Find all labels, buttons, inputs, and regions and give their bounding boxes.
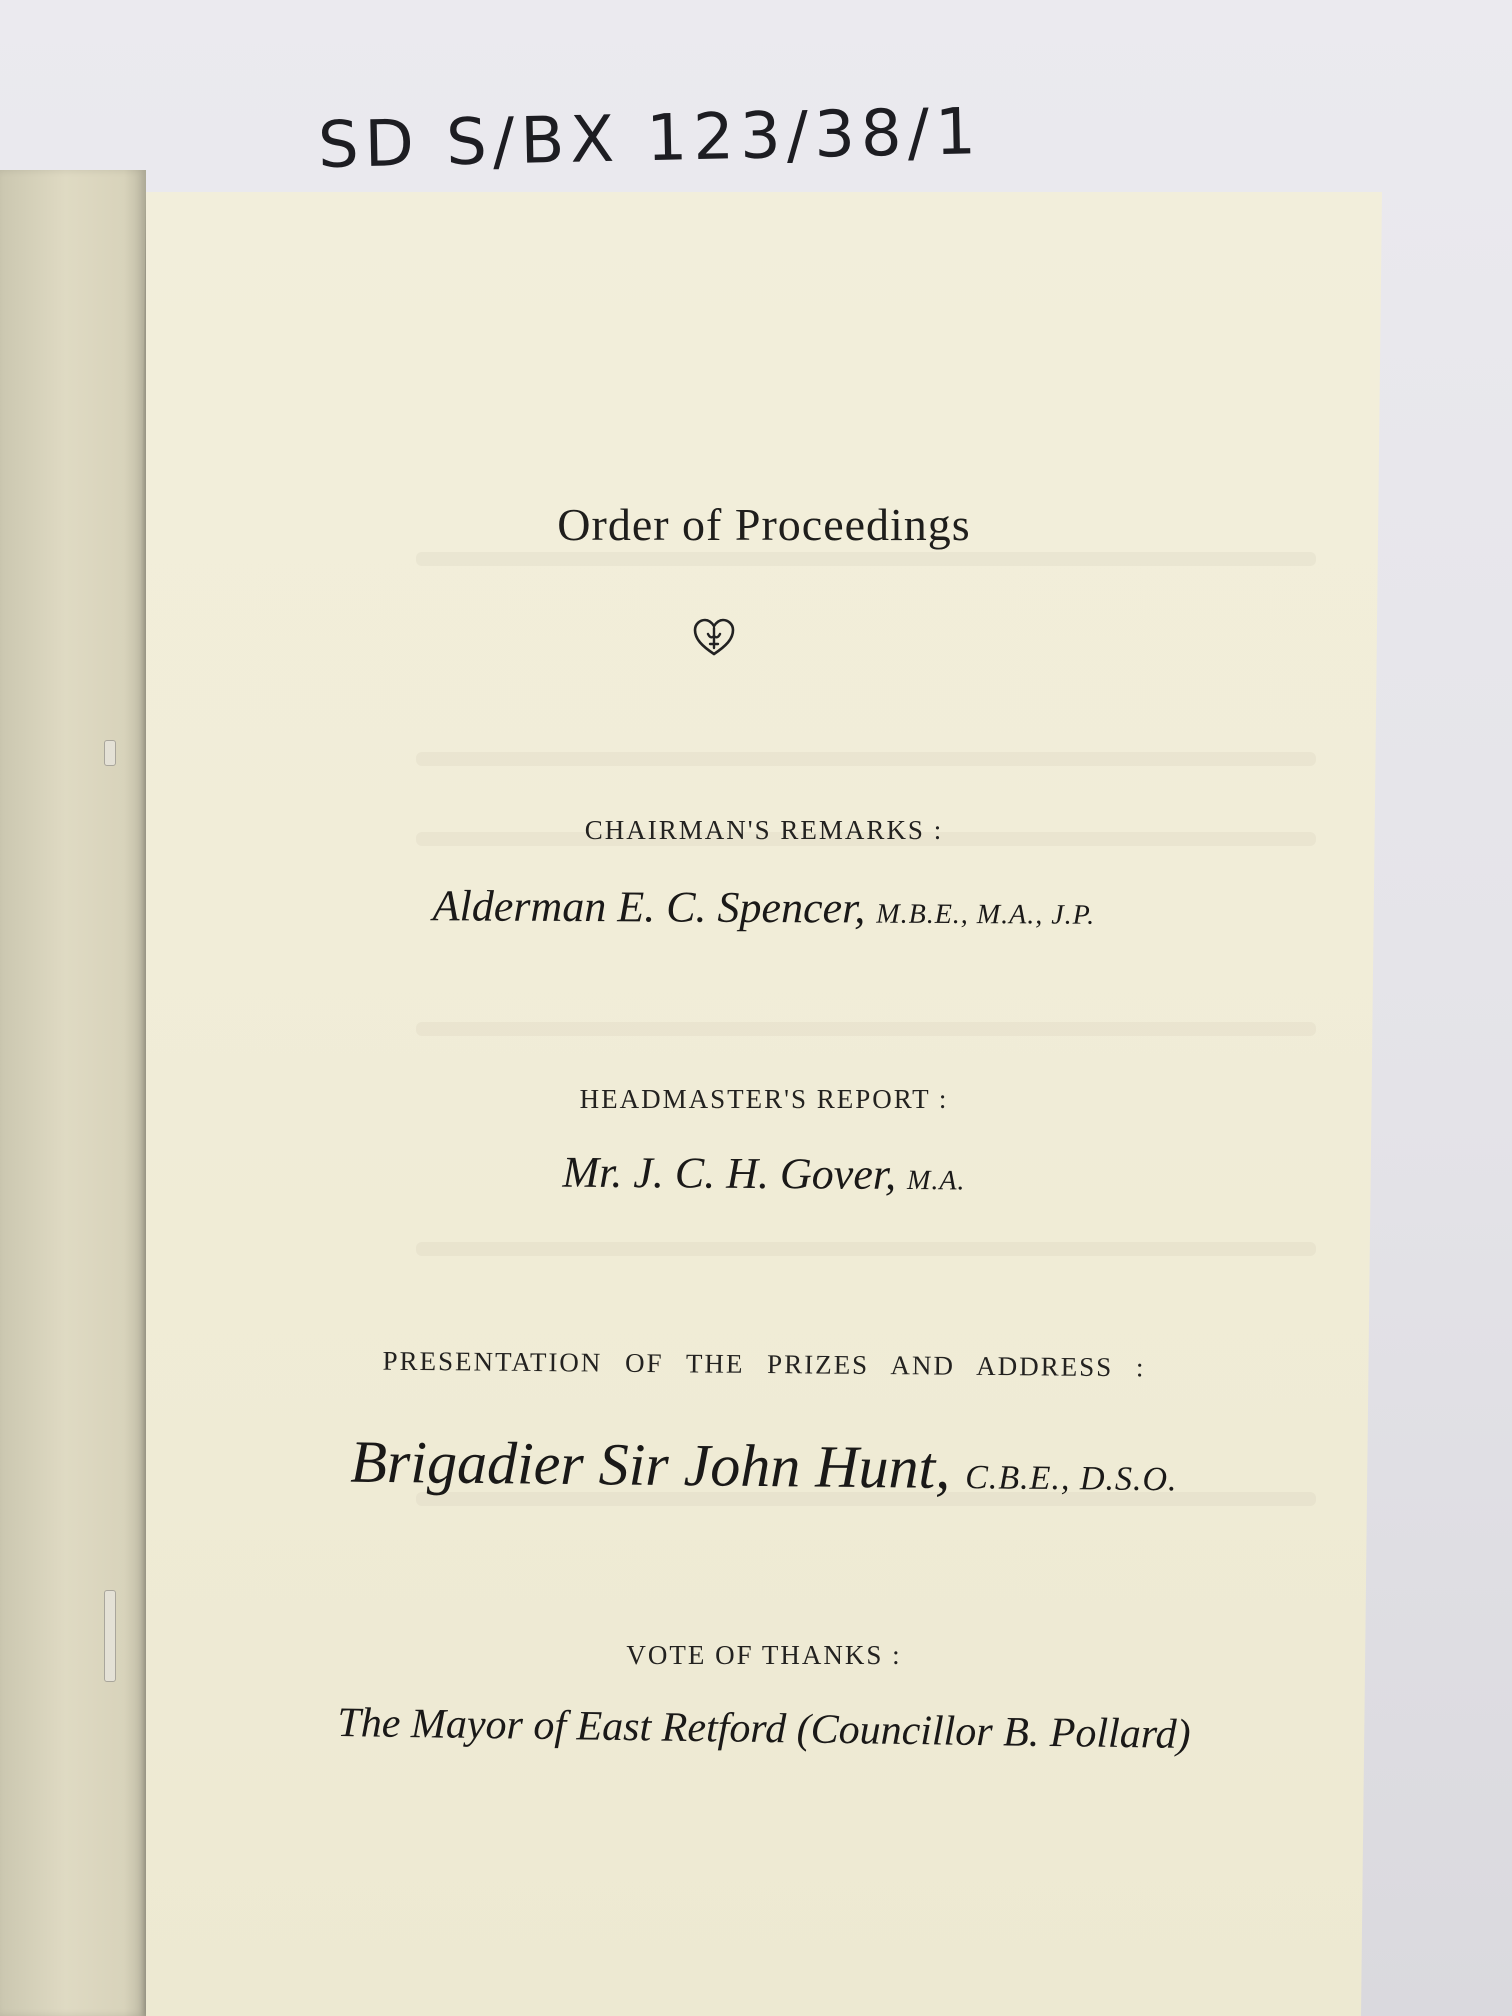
heart-fleuron-icon [692, 618, 736, 658]
show-through-text [416, 1022, 1316, 1036]
agenda-item-role: CHAIRMAN'S REMARKS : [584, 815, 944, 845]
page-title: Order of Proceedings [557, 499, 971, 550]
staple [104, 1590, 116, 1682]
agenda-item-speaker [146, 1426, 1383, 1508]
speaker-honours: M.B.E., M.A., J.P. [876, 898, 1096, 931]
speaker-name: Mr. J. C. H. Gover, [562, 1147, 897, 1199]
agenda-item-role: HEADMASTER'S REPORT : [579, 1084, 949, 1114]
speaker-honours: M.A. [906, 1164, 966, 1197]
agenda-item-speaker [146, 1144, 1382, 1204]
speaker-name: Brigadier Sir John Hunt, [350, 1428, 951, 1501]
agenda-item-speaker [146, 879, 1382, 936]
staple [104, 740, 116, 766]
speaker-honours: C.B.E., D.S.O. [965, 1459, 1178, 1499]
show-through-text [416, 752, 1316, 766]
speaker-name: The Mayor of East Retford (Councillor B. Pollard) [337, 1700, 1191, 1758]
agenda-item-role: PRESENTATION OF THE PRIZES AND ADDRESS : [382, 1345, 1146, 1383]
handwritten-archive-reference: SD S/BX 123/38/1 [317, 95, 983, 183]
show-through-text [416, 552, 1316, 566]
facing-page-edge [0, 170, 146, 2016]
speaker-name: Alderman E. C. Spencer, [432, 881, 866, 933]
agenda-item-role: VOTE OF THANKS : [626, 1640, 902, 1670]
show-through-text [416, 1242, 1316, 1256]
